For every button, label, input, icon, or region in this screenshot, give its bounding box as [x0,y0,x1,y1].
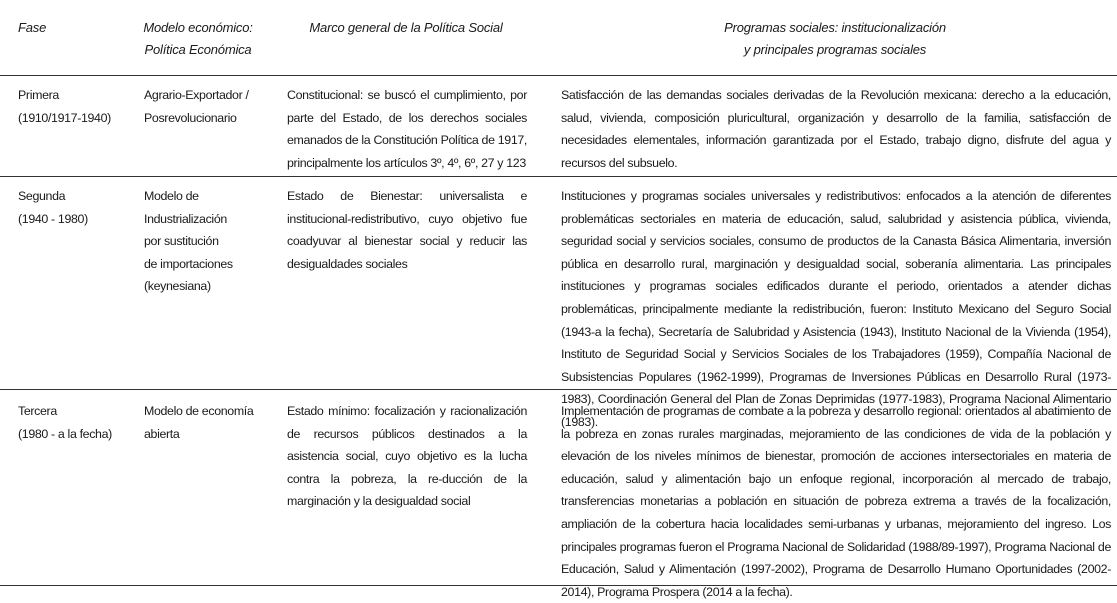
row3-fase-line1: Tercera [18,404,57,418]
row2-fase-line1: Segunda [18,189,66,203]
header-programas [560,17,1110,61]
row2-programas [561,185,1111,434]
header-modelo-line1: Modelo económico: [143,20,253,35]
header-fase [18,17,46,39]
row1-modelo-line1: Agrario-Exportador / [144,88,249,102]
row3-marco [287,400,527,513]
row1-bottom-rule [0,176,1117,177]
row2-modelo-line2: Industrialización [144,211,227,226]
row3-modelo [144,400,253,445]
row2-modelo-line5: (keynesiana) [144,279,211,294]
header-modelo [126,17,270,61]
row2-fase [18,185,88,230]
row1-modelo [144,84,249,129]
row2-marco-text: Estado de Bienestar: universalista e institucional-redistributivo, cuyo objetivo fue coadyuvar al bienestar social y reducir las desigualdades sociales [287,189,527,271]
row3-programas-text: Implementación de programas de combate a la pobreza y desarrollo regional: orientados al abatimiento de la pobreza en zonas rurales marginadas, mejoramiento de las condiciones de vida de la población y elevación de los niveles mínimos de bienestar, promoción de acciones intersectoriales en materia de educación, salud y alimentación bajo un enfoque regional, incorporación al mercado de trabajo, transferencias monetarias a población en situación de pobreza extrema a través de la focalización, ampliación de la cobertura hacia localidades semi-urbanas y urbanas, mejoramiento del ingreso. Los principales programas fueron el Programa Nacional de Solidaridad (1988/89-1997), Programa Nacional de Educación, Salud y Alimentación (1997-2002), Programa de Desarrollo Humano Oportunidades (2002-2014), Programa Prospera (2014 a la fecha). [561,404,1111,599]
row1-fase-line2: (1910/1917-1940) [18,110,111,125]
row3-modelo-line1: Modelo de economía [144,404,254,418]
row2-marco [287,185,527,275]
row1-fase-line1: Primera [18,88,59,102]
header-programas-line1: Programas sociales: institucionalización [724,20,946,35]
row2-modelo-line3: por sustitución [144,234,219,249]
row1-programas-text: Satisfacción de las demandas sociales derivadas de la Revolución mexicana: derecho a la educación, salud, vivienda, composición pluricultural, organización y desarrollo de la familia, satisfacción de necesidades elementales, información garantizada por el Estado, trabajo digno, disfrute del agua y recursos del subsuelo. [561,88,1111,170]
header-bottom-rule [0,75,1117,76]
header-programas-line2: y principales programas sociales [743,42,927,57]
header-modelo-line2: Política Económica [144,42,252,57]
row3-programas [561,400,1111,603]
row2-modelo-line1: Modelo de [144,189,199,203]
header-marco [286,17,526,39]
row3-fase-line2: (1980 - a la fecha) [18,426,112,441]
row1-modelo-line2: Posrevolucionario [144,110,237,125]
row2-programas-text: Instituciones y programas sociales universales y redistributivos: enfocados a la atención de diferentes problemáticas sectoriales en materia de educación, salud, salubridad y asistencia pública, vivienda, seguridad social y servicios sociales, consumo de productos de la Canasta Básica Alimentaria, inversión pública en desarrollo rural, marginación y desigualdad social, soberanía alimentaria. Las principales instituciones y programas sociales edificados durante el periodo, orientados a atender dichas problemáticas, principalmente mediante la redistribución, fueron: Instituto Mexicano del Seguro Social (1943-a la fecha), Secretaría de Salubridad y Asistencia (1943), Instituto Nacional de la Vivienda (1954), Instituto de Seguridad Social y Servicios Sociales de los Trabajadores (1959), Compañía Nacional de Subsistencias Populares (1962-1999), Programas de Inversiones Públicas en Desarrollo Rural (1973-1983), Coordinación General del Plan de Zonas Deprimidas (1977-1983), Programa Nacional Alimentario (1983). [561,189,1111,429]
row1-programas [561,84,1111,174]
row1-marco-text: Constitucional: se buscó el cumplimiento, por parte del Estado, de los derechos sociales emanados de la Constitución Política de 1917, principalmente los artículos 3º, 4º, 6º, 27 y 123 [287,88,527,170]
row2-modelo [144,185,233,298]
row3-marco-text: Estado mínimo: focalización y racionalización de recursos públicos destinados a la asistencia social, cuyo objetivo es la lucha contra la pobreza, la re-ducción de la marginación y la desigualdad social [287,404,527,509]
header-marco-text: Marco general de la Política Social [309,20,503,35]
header-fase-text: Fase [18,20,47,35]
row1-fase [18,84,111,129]
row3-fase [18,400,112,445]
row2-fase-line2: (1940 - 1980) [18,211,88,226]
row3-modelo-line2: abierta [144,426,180,441]
row1-marco [287,84,527,174]
row2-modelo-line4: de importaciones [144,256,233,271]
